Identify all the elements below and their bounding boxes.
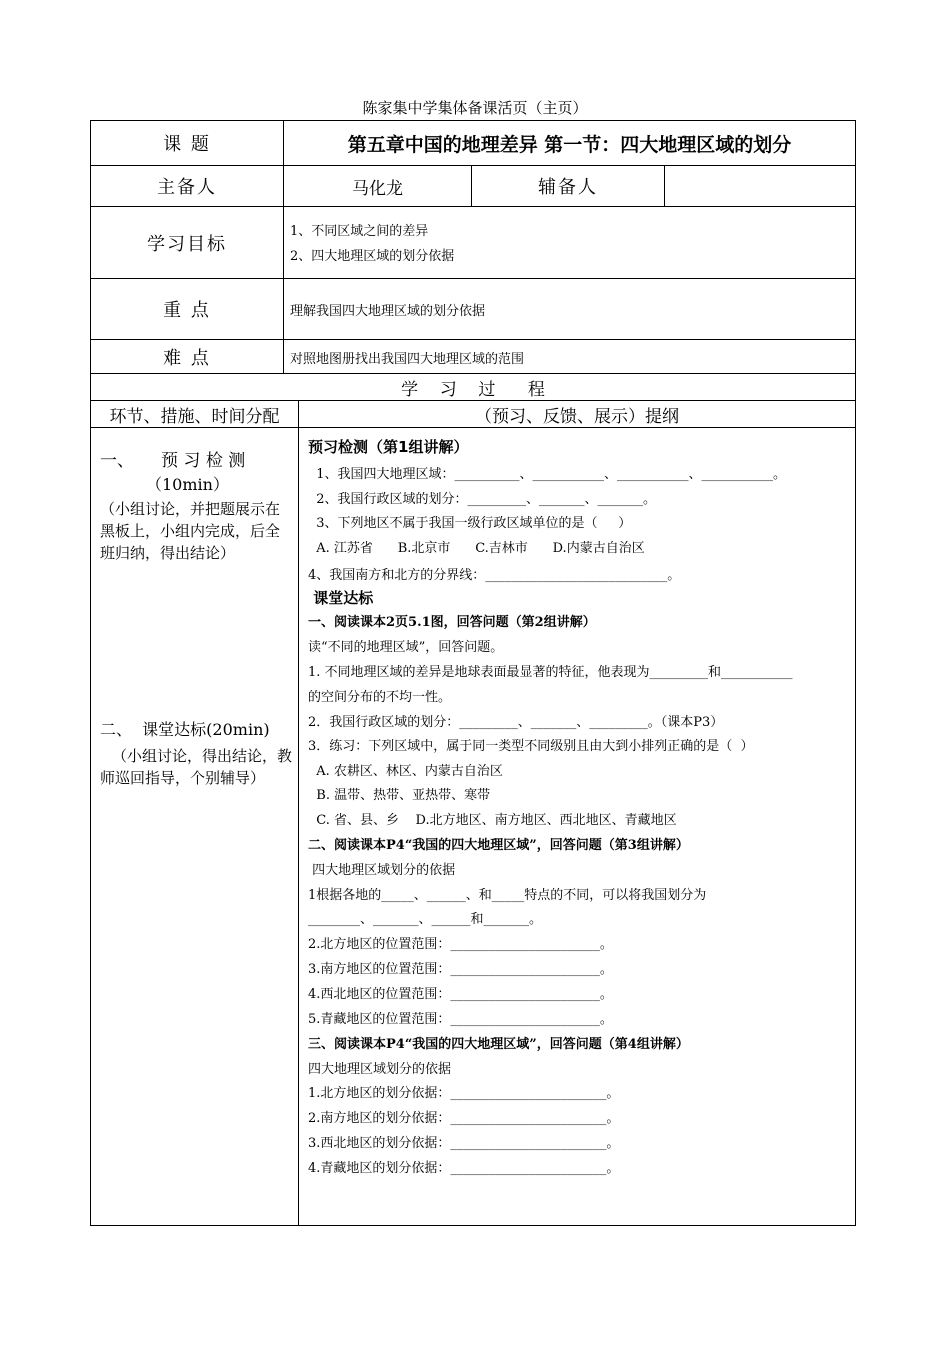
outline-line: 5.青藏地区的位置范围：_______________________。 <box>308 1012 613 1027</box>
outline-line: B. 温带、热带、亚热带、寒带 <box>308 788 491 803</box>
outline-line: A. 农耕区、林区、内蒙古自治区 <box>308 764 503 779</box>
goal-item: 2、四大地理区域的划分依据 <box>290 249 455 264</box>
outline-line: 1、我国四大地理区域：__________、___________、___________、___________。 <box>308 467 787 482</box>
table-border-bottom <box>90 1225 856 1226</box>
outline-line: 4.青藏地区的划分依据：________________________。 <box>308 1161 620 1176</box>
outline-line: 2.北方地区的位置范围：_______________________。 <box>308 937 613 952</box>
outline-line: 3、下列地区不属于我国一级行政区域单位的是（ ） <box>308 516 632 531</box>
assistant-preparer-label: 辅备人 <box>538 177 598 198</box>
outline-line: 1根据各地的_____、______、和_____特点的不同，可以将我国划分为 <box>308 888 707 903</box>
section2-description: （小组讨论，得出结论，教师巡回指导，个别辅导） <box>100 747 293 787</box>
outline-line: 2．我国行政区域的划分：_________、_______、_________。（课本P3） <box>308 715 724 730</box>
section2-title: 二、 课堂达标(20min) <box>100 720 270 739</box>
outline-line: 四大地理区域划分的依据 <box>308 863 456 878</box>
outline-line: 1. 不同地理区域的差异是地球表面最显著的特征，他表现为_________和___________ <box>308 665 793 680</box>
difficulty-value: 对照地图册找出我国四大地理区域的范围 <box>290 352 525 367</box>
outline-line: A. 江苏省 B.北京市 C.吉林市 D.内蒙古自治区 <box>308 541 645 556</box>
row-divider <box>90 427 856 428</box>
outline-line: 课堂达标 <box>308 589 374 607</box>
outline-line: 1.北方地区的划分依据：________________________。 <box>308 1086 620 1101</box>
outline-line: 3.西北地区的划分依据：________________________。 <box>308 1136 620 1151</box>
outline-line: 4.西北地区的位置范围：_______________________。 <box>308 987 613 1002</box>
outline-line: 4、我国南方和北方的分界线：____________________________。 <box>308 568 681 583</box>
outline-line: 读“不同的地理区域”，回答问题。 <box>308 640 504 655</box>
key-point-label: 重 点 <box>163 300 211 321</box>
difficulty-label: 难 点 <box>163 347 211 369</box>
topic-label: 课 题 <box>163 134 211 155</box>
outline-line: ________、_______、______和_______。 <box>308 912 543 927</box>
outline-line: 三、阅读课本P4“我国的四大地理区域”，回答问题（第4组讲解） <box>308 1037 689 1052</box>
outline-line: 一、阅读课本2页5.1图，回答问题（第2组讲解） <box>308 615 596 630</box>
lead-preparer-label: 主备人 <box>157 177 217 198</box>
outline-line: 3.南方地区的位置范围：_______________________。 <box>308 962 613 977</box>
outline-line: 2、我国行政区域的划分：_________、_______、_______。 <box>308 492 657 507</box>
section1-time: （10min） <box>146 475 229 494</box>
assistant-preparer-value <box>665 166 855 206</box>
goals-label: 学习目标 <box>147 233 227 255</box>
lead-preparer-name: 马化龙 <box>352 178 403 199</box>
section1-title: 一、 预 习 检 测 <box>100 451 246 471</box>
outline-line: 的空间分布的不均一性。 <box>308 690 452 705</box>
section1-description: （小组讨论，并把题展示在黑板上，小组内完成，后全班归纳，得出结论） <box>100 500 281 562</box>
outline-line: 3．练习：下列区域中，属于同一类型不同级别且由大到小排列正确的是（ ） <box>308 739 754 754</box>
outline-line: 预习检测（第1组讲解） <box>308 438 469 456</box>
column-divider <box>298 400 299 1226</box>
column-header-outline: （预习、反馈、展示）提纲 <box>475 406 679 427</box>
outline-line: 2.南方地区的划分依据：________________________。 <box>308 1111 620 1126</box>
goal-item: 1、不同区域之间的差异 <box>290 224 429 239</box>
outline-line: 二、阅读课本P4“我国的四大地理区域”，回答问题（第3组讲解） <box>308 838 689 853</box>
page-header: 陈家集中学集体备课活页（主页） <box>362 99 588 117</box>
outline-line: 四大地理区域划分的依据 <box>308 1062 452 1077</box>
key-point-value: 理解我国四大地理区域的划分依据 <box>290 304 486 319</box>
table-border-right <box>855 120 856 1226</box>
outline-line: C. 省、县、乡 D.北方地区、南方地区、西北地区、青藏地区 <box>308 813 677 828</box>
column-header-steps: 环节、措施、时间分配 <box>109 406 280 427</box>
process-title: 学 习 过 程 <box>401 379 545 400</box>
lesson-title: 第五章中国的地理差异 第一节：四大地理区域的划分 <box>347 133 792 156</box>
